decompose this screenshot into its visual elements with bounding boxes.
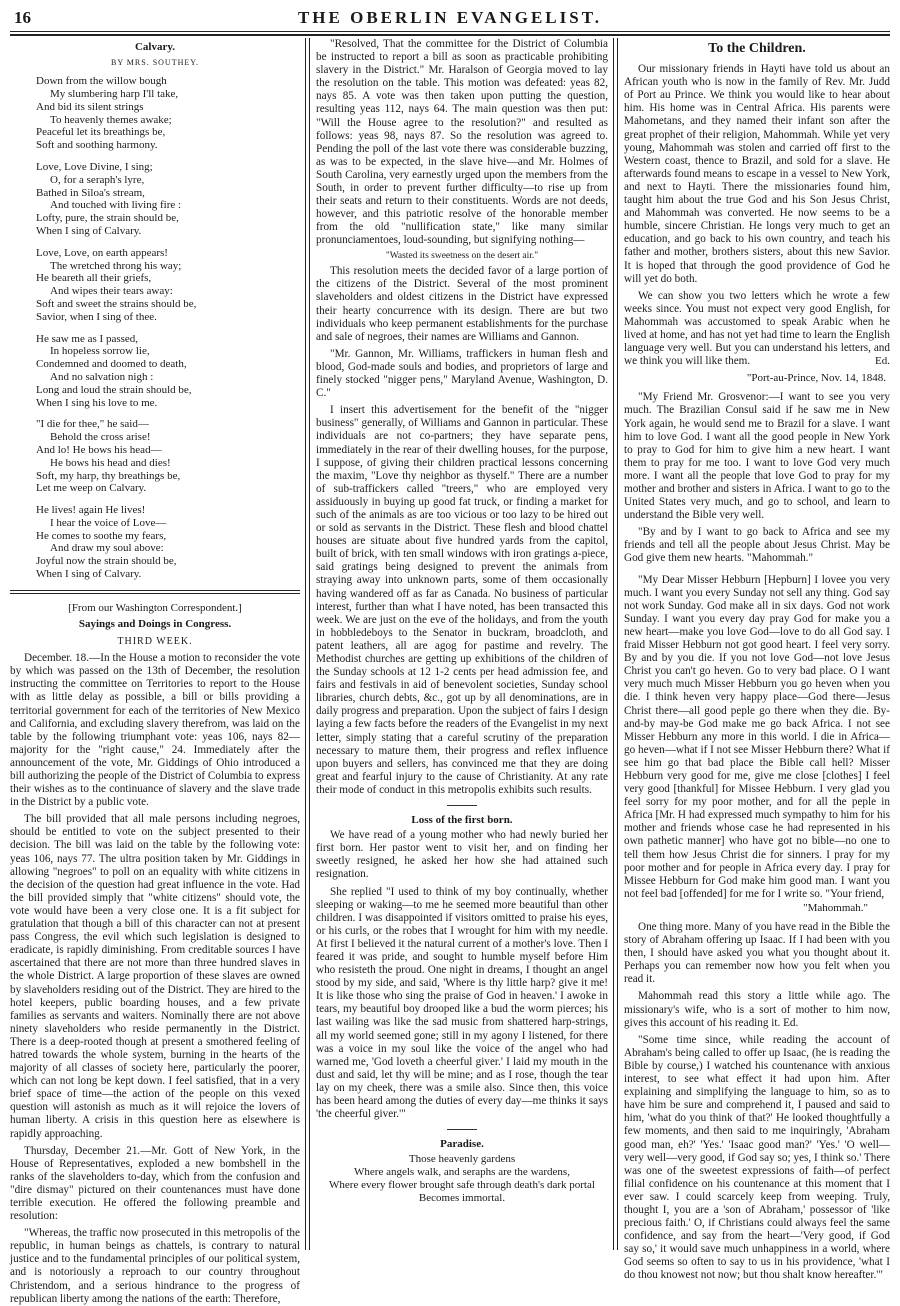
poem-line: Joyful now the strain should be, [36, 555, 177, 568]
poem-title: Paradise. [440, 1138, 484, 1151]
letter-signature: "Mahommah." [803, 901, 868, 914]
letter-paragraph: "My Dear Misser Hebburn [Hepburn] I lovee you very much. I want you every Sunday not sell any thing. God say not work Sunday. God make all in six days. God not work Sunday. I want you every day pray God for make you a new heart—make you love God—love to do all God say. I fraid Misser Hebburn not got good heart. I feel very sorry. By and by you die. If you not love God—not love Jesus Christ you can't go heven. Go to very bad place. O I want very much much Misser Hebburn you go heven when you die. I think heven very happy place—God there—Jesus Christ there—all good peple go there when they die. By-and-by may-be God make me go back Africa. I not see Misser Hebburn any more in this world. I die in Africa—go heven—what if I not see Misser Hebburn there? What if see him go that bad place the Bible call hell? Misser Hebburn very good for me, give me close [clothes] I feel very good [thankful] for Missee Hebburn. I very glad you feel sorry for my poor mother, and for all the peple in Africa [Mr. H had expressed much sympathy to him for his mother and friends whose case he had represented in his own pathetic manner] who have got no bible—no one to tell them how Jesus Christ die for sinners. I pray for my poor mother and for people in Africa every day. I pray for Missee Hebburn for God make him good man. I want you not feel bad [offended] for me for I write so. "Your friend, [624, 573, 890, 900]
poem-line: To heavenly themes awake; [50, 113, 172, 126]
poem-line: He beareth all their griefs, [36, 272, 152, 285]
article-title: Loss of the first born. [411, 814, 513, 827]
article-paragraph: Our missionary friends in Hayti have told us about an African youth who is now in the family of Rev. Mr. Judd of Port au Prince. We think you would like to hear about him. His home was in Central Africa. His parents were Mahometans, and they named their infant son after the great prophet of their religion, Mahommah. While yet very young, Mahommah was stolen and carried off first to the Western coast, thence to Brazil, and sold for a slave. He afterwards found means to escape in a vessel to New York, and next to Hayti. There the missionaries found him, taught him about the true God and his Son Jesus Christ, and Mahommah was converted. He now seems to be a humble, sincere Christian. He longs very much to get an education, and go back to his own country, and teach his father and mother, brothers sisters, about this new Savior. It is hoped that through the good providence of God he will yet do both. [624, 63, 890, 285]
poem-line: "I die for thee," he said— [36, 418, 149, 431]
poem-line: He saw me as I passed, [36, 332, 139, 345]
poem-line: In hopeless sorrow lie, [50, 345, 150, 358]
column-divider [613, 38, 618, 1250]
article-paragraph: "Some time since, while reading the account of Abraham's being called to offer up Isaac, (he is reading the Bible by course,) I watched his countenance with anxious interest, to see what effect it had upon him. After explaining and simplifying the language to him, so as to have him be sure and comprehend it, I paused and said to him, 'what do you think of that?' He looked thoughtfully a few moments, and then said to me inquiringly, 'Abraham good man, eh?' 'Yes.' 'Isaac good man?' 'Yes.' 'O well—very well—very good, if God say so; yes, I think so.' There was one of the sweetest expressions of faith—of perfect filial confidence on his countenance at this moment that I ever saw. I could scarcely keep from weeping. Truly, thought I, you are a 'son of Abraham,' possessor of 'like precious faith.' O, if Christians could always feel the same confidence, and say from the heart—'Very good, if God say so,' it would save much unhappiness in a world, where God seems so often to say to us in his providence, 'what I do thou knowest not now; but thou shalt know hereafter.'" [624, 1033, 890, 1282]
article-paragraph: Mahommah read this story a little while ago. The missionary's wife, who is a sort of mother to him now, gives this account of his reading it. Ed. [624, 990, 890, 1029]
poem-line: When I sing of Calvary. [36, 224, 142, 237]
poem-line: My slumbering harp I'll take, [50, 87, 179, 100]
section-divider [447, 805, 477, 806]
poem-line: Those heavenly gardens [408, 1153, 516, 1166]
article-paragraph: "Mr. Gannon, Mr. Williams, traffickers in human flesh and blood, God-made souls and bodies, and proprietors of large and finely stocked "nigger pens," Maryland Avenue, Washington, D. C." [316, 347, 608, 400]
poem-line: Behold the cross arise! [50, 431, 151, 444]
poem-stanza [36, 333, 300, 410]
poem-line: I hear the voice of Love— [50, 516, 167, 529]
poem-line: And touched with living fire : [50, 199, 182, 212]
poem-line: Where every flower brought safe through death's dark portal [329, 1178, 595, 1191]
poem-line: Becomes immortal. [418, 1191, 506, 1204]
poem-line: Soft, my harp, thy breathings be, [36, 469, 181, 482]
poem-line: When I sing his love to me. [36, 396, 158, 409]
page-number: 16 [14, 8, 31, 27]
article-paragraph: "Whereas, the traffic now prosecuted in this metropolis of the republic, in human beings as chattels, is contrary to natural justice and to the fundamental principles of our political system, and is notoriously a reproach to our country throughout Christendom, and a serious hindrance to the progress of republican liberty among the nations of the earth: Therefore, [10, 1227, 300, 1305]
poem-line: When I sing of Calvary. [36, 568, 142, 581]
article-paragraph: One thing more. Many of you have read in the Bible the story of Abraham offering up Isaac. If I had been with you then, I should have asked you what you thought about it. Perhaps you can remember now how you felt when you read it. [624, 921, 890, 986]
poem-stanza [36, 247, 300, 324]
letter-paragraph: "My Friend Mr. Grosvenor:—I want to see you very much. The Brazilian Consul said if he saw me in New York again, he would send me to Brazil for a slave. I want him to love God. I want all the good people in New York to pray to God for him to give him a new heart. I want them to pray for me too. I want to love God very much more. I want all the people that love God to pray for my mother and brother and sisters in Africa. I want to go to the United States very much, and go to school, and learn to understand the Bible very well. [624, 391, 890, 522]
poem-line: And bid its silent strings [36, 100, 144, 113]
poem-line: And lo! He bows his head— [36, 443, 162, 456]
header-rule-thick [10, 34, 890, 36]
poem-line: He lives! again He lives! [36, 504, 146, 517]
section-divider [10, 593, 300, 594]
article-paragraph: Thursday, December 21.—Mr. Gott of New York, in the House of Representatives, exploded a new bombshell in the ranks of the slaveholders to-day, which from the confusion and "dire dismay" pictured on their countenances must have done terrible execution. He offered the following preamble and resolution: [10, 1144, 300, 1223]
letter-dateline: "Port-au-Prince, Nov. 14, 1848. [746, 372, 886, 385]
paragraph-text: We can show you two letters which he wrote a few weeks since. You must not expect very good English, for Mahommah was accustomed to speak Arabic when he lived at home, and has not yet had time to learn the English language very well. But you can understand his letters, and we think you will like them. [624, 289, 890, 368]
quotation-line: "Wasted its sweetness on the desert air." [385, 250, 539, 261]
article-paragraph: This resolution meets the decided favor of a large portion of the citizens of the District. Several of the most prominent slaveholders and oldest citizens in the District have expressed their hearty concurrence with its design. There are but two individuals who keep permanent establishments for the purchase and sale of negroes, their names are Williams and Gannon. [316, 265, 608, 343]
poem-line: Where angels walk, and seraphs are the wardens, [354, 1166, 570, 1179]
poem-line: Let me weep on Calvary. [36, 482, 147, 495]
article-paragraph [624, 290, 890, 369]
column-2 [316, 38, 608, 1250]
poem-line: And wipes their tears away: [50, 285, 173, 298]
article-paragraph: The bill provided that all male persons including negroes, should be entitled to vote on the subject presented to their decision. The bill was laid on the table by the following vote: yeas 106, nays 77. The ultra position taken by Mr. Giddings in allowing "negroes" to poll on an equality with white citizens in the decision of the question had great influence in the vote. Had the bill provided simply that "white citizens" should vote, the vote would have been a very close one. It is a fit subject for gratulation that though a bill of this character can not at present pass Congress, the evil which such legislation is designed to eradicate, is rapidly diminishing. From creditable sources I have ascertained that there are not more than three hundred slaves in the whole District. A large proportion of these slaves are owned by slaveholders residing out of the District. They are hired to the hotel keepers, public boarding houses, and a few private families as servants and waiters. Nominally there are not above ninety slaveholders who reside permanently in the District. There is a deep-rooted though at present a smothered feeling of hatred towards the whole system, burning in the hearts of the majority of all classes of society here, particularly the poorer, which can not long be kept down. I feel satisfied, that in a very brief space of time—the action of the people on this vexed question will astonish as much as it will rejoice the lovers of human liberty. A crisis in this question here as elsewhere is rapidly approaching. [10, 813, 300, 1140]
poem-line: Long and loud the strain should be, [36, 383, 192, 396]
section-divider [447, 1129, 477, 1130]
article-title: To the Children. [708, 41, 806, 56]
article-title: Sayings and Doings in Congress. [78, 617, 232, 630]
poem-line: Love, Love, on earth appears! [36, 246, 168, 259]
poem-line: O, for a seraph's lyre, [50, 173, 145, 186]
poem-calvary [10, 75, 300, 581]
poem-line: Soft and sweet the strains should be, [36, 297, 197, 310]
column-3 [624, 38, 890, 1282]
poem-line: He bows his head and dies! [50, 456, 171, 469]
poem-line: Condemned and doomed to death, [36, 358, 187, 371]
column-1 [10, 38, 300, 1305]
article-paragraph: We have read of a young mother who had newly buried her first born. Her pastor went to visit her, and on finding her sweetly resigned, he asked her how she had attained such resignation. [316, 829, 608, 881]
editor-signature: Ed. [875, 355, 890, 368]
poem-line: Love, Love Divine, I sing; [36, 160, 153, 173]
article-subhead: THIRD WEEK. [117, 636, 193, 648]
poem-line: He comes to soothe my fears, [36, 529, 167, 542]
poem-line: And no salvation nigh : [50, 370, 154, 383]
masthead: THE OBERLIN EVANGELIST. [297, 8, 603, 27]
poem-title: Calvary. [134, 41, 176, 53]
poem-line: Lofty, pure, the strain should be, [36, 212, 179, 225]
poem-line: Bathed in Siloa's stream, [36, 186, 145, 199]
header-rule [10, 31, 890, 32]
poem-stanza [36, 161, 300, 238]
poem-line: The wretched throng his way; [50, 259, 182, 272]
poem-stanza [36, 75, 300, 152]
article-paragraph: December. 18.—In the House a motion to reconsider the vote by which was passed on the 13th of December, the resolution instructing the committee on Territories to report to the House with as little delay as possible, a bill or bills providing a territorial government for each of the territories of New Mexico and California, and excluding slavery therefrom, was laid on the table by the following triumphant vote: yeas 106, nays 82—majority for the "right cause," 24. Immediately after the announcement of the vote, Mr. Giddings of Ohio introduced a bill authorizing the people of the District of Columbia to express their wishes as to the continuance of slavery and the slave trade in the District by a public vote. [10, 652, 300, 809]
poem-line: Savior, when I sing of thee. [36, 310, 157, 323]
poem-byline: BY MRS. SOUTHEY. [110, 58, 199, 68]
poem-stanza [36, 418, 300, 495]
poem-paradise [316, 1153, 608, 1204]
article-paragraph: She replied "I used to think of my boy continually, whether sleeping or waking—to me he seemed more beautiful than other children. I was disappointed if visitors omitted to praise his eyes, or his curls, or the robes that I wrought for him with my needle. At first I believed it the natural current of a mother's love. Then I feared it was pride, and sought to humble myself before Him who resisteth the proud. One night in dreams, I thought an angel stood by my side, and said, 'Where is thy little harp? give it me! It is like those who sing the praise of God in heaven.' I awoke in tears, my beautiful boy drooped like a bud the worm pierces; his last wailing was like the sad music from shattered harp-strings, all my world seemed gone; still in my agony I listened, for there was a voice in my soul like the voice of the angel who had warned me, 'God loveth a cheerful giver.' I laid my mouth in the dust and said, let thy will be mine; and as I rose, though the tear lay on my cheek, there was a smile also. Since then, this voice has been heard among the duties of every day—me thinks it says 'the cheerful giver.'" [316, 885, 608, 1121]
poem-stanza [36, 504, 300, 581]
page-header [14, 8, 886, 30]
poem-line: Soft and soothing harmony. [36, 139, 158, 152]
article-paragraph: I insert this advertisement for the benefit of the "nigger business" generally, of Williams and Gannon in particular. These individuals are not co-partners; they have separate pens, immediately in the rear of their dwelling houses, for the purpose, I suppose, of giving their children practical lessons concerning the maxim, "Love thy neighbor as thyself." There are a number of sub-traffickers called "treers," who are employed very assiduously in buying up good fat truck, or finding a market for such of the animals as are too vicious or too lazy to be hired out or sold as servants in the District. These flesh and blood chattel houses are situate about five hundred yards from the capitol, built of brick, with ten small windows with iron gratings a-piece, said gratings being designed to prevent the animals from straying away into unknown parts, some of them occasionally having wandered off as far as Canada. No business of particular interest, further than what I have noted, has been transacted this week. We are just on the eve of the holidays, and from the youth in hobbledeboys to the Senator in buckram, broadcloth, and patent leathers, all are agog for pastime and revelry. The Methodist churches are getting up exhibitions of the children of the Sunday schools at 12 1-2 cents per head admission fee, and fairs and festivals in aid of benevolent societies, Sunday school libraries, church debts, &c., got up by all denominations, are in daily progress and preparation. Upon the subject of fairs I design laying a few facts before the readers of the Evangelist in my next letter, simply stating that a careful scrutiny of the preparation necessary to mature them, their progress and reflex influence upon buyers and sellers, has convinced me that they are doing great and fearful injury to the cause of Christianity. At any rate their mode of conduct in this metropolis exhibits such results. [316, 404, 608, 796]
column-divider [305, 38, 310, 1250]
section-divider [10, 590, 300, 591]
poem-line: Down from the willow bough [36, 75, 167, 88]
poem-line: Peaceful let its breathings be, [36, 126, 166, 139]
article-paragraph: "Resolved, That the committee for the District of Columbia be instructed to report a bill as soon as practicable prohibiting slavery in the District." Mr. Haralson of Georgia moved to lay the resolution on the table. This motion was defeated: yeas 82, nays 85. A vote was then taken upon putting the question, resulting yeas 112, nays 64. The main question was then put: "Will the House agree to the resolution?" and resulted as follows: yeas 98, nays 87. So the resolution was agreed to. Pending the poll of the last vote there was considerable buzzing, as was to be expected, in the slave hive—and Mr. Holmes of South Carolina, very earnestly urged upon the members from the South, in order to prevent further difficulty—to rise up from their seats and return to their constituents. Words are not deeds, however, and this patriotic resolve of the honorable member from the old "nullification state," like many similar pronunciamentoes, loud-sounding, but signifying nothing— [316, 38, 608, 247]
letter-paragraph: "By and by I want to go back to Africa and see my friends and tell all the people about Jesus Christ. May be God give them new hearts. "Mahommah." [624, 526, 890, 565]
correspondent-source: [From our Washington Correspondent.] [68, 601, 242, 614]
poem-line: And draw my soul above: [50, 542, 164, 555]
